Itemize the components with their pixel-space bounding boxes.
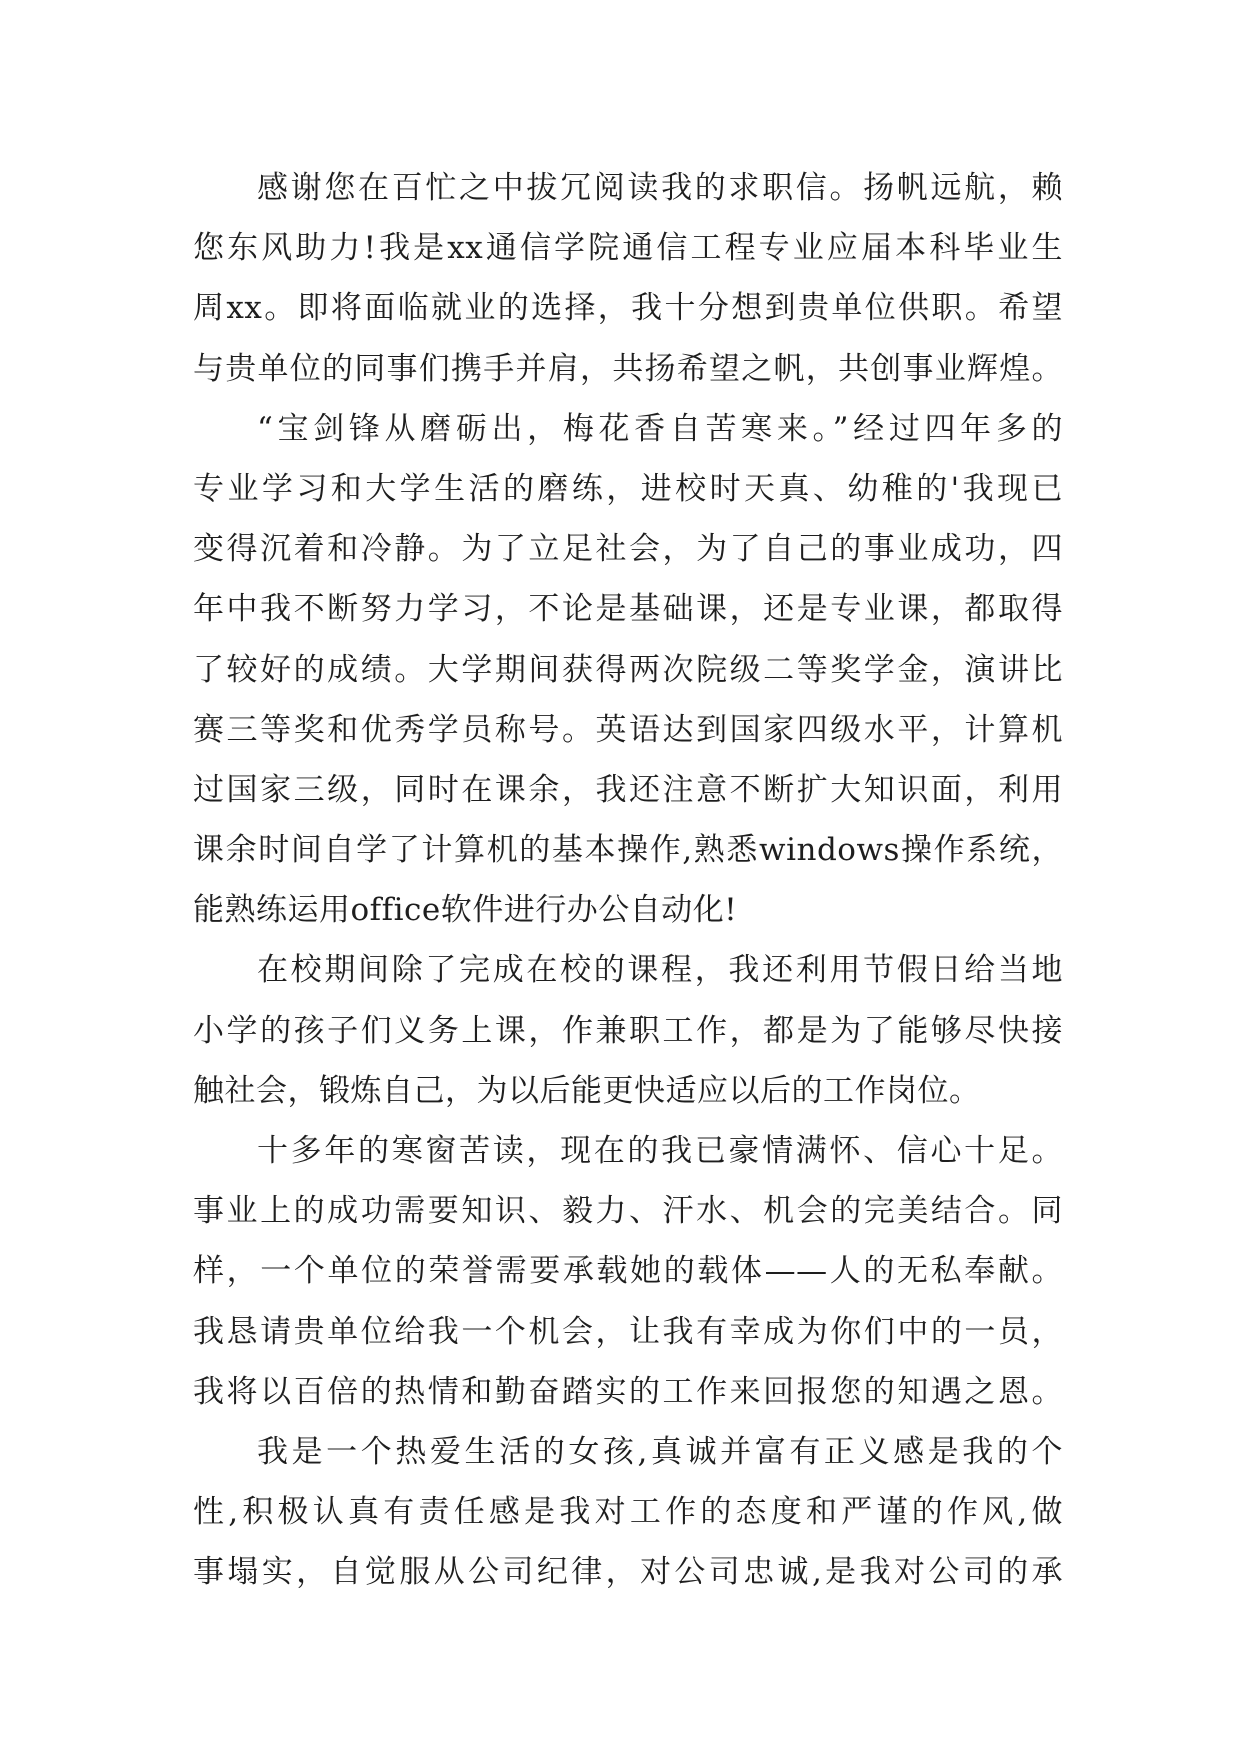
paragraph-line: 年中我不断努力学习，不论是基础课，还是专业课，都取得 <box>193 591 1063 628</box>
paragraph-line: 性,积极认真有责任感是我对工作的态度和严谨的作风,做 <box>193 1494 1063 1531</box>
paragraph-line: 我恳请贵单位给我一个机会，让我有幸成为你们中的一员， <box>193 1313 1063 1350</box>
paragraph-line: 了较好的成绩。大学期间获得两次院级二等奖学金，演讲比 <box>193 651 1063 688</box>
paragraph-line: “宝剑锋从磨砺出，梅花香自苦寒来。”经过四年多的 <box>257 410 1063 447</box>
paragraph-line: 样，一个单位的荣誉需要承载她的载体——人的无私奉献。 <box>193 1253 1063 1290</box>
paragraph-line: 赛三等奖和优秀学员称号。英语达到国家四级水平，计算机 <box>193 711 1063 748</box>
paragraph-line: 十多年的寒窗苦读，现在的我已豪情满怀、信心十足。 <box>257 1133 1063 1169</box>
paragraph-line: 在校期间除了完成在校的课程，我还利用节假日给当地 <box>257 952 1063 989</box>
paragraph-line: 事塌实，自觉服从公司纪律，对公司忠诚,是我对公司的承 <box>193 1554 1063 1591</box>
paragraph-line: 我将以百倍的热情和勤奋踏实的工作来回报您的知遇之恩。 <box>193 1373 1063 1410</box>
paragraph-line: 触社会，锻炼自己，为以后能更快适应以后的工作岗位。 <box>193 1072 981 1109</box>
paragraph-line: 专业学习和大学生活的磨练，进校时天真、幼稚的'我现已 <box>193 470 1063 507</box>
letter-body <box>193 158 1063 1603</box>
paragraph-line: 课余时间自学了计算机的基本操作,熟悉windows操作系统， <box>193 832 1063 869</box>
paragraph-line: 我是一个热爱生活的女孩,真诚并富有正义感是我的个 <box>257 1433 1063 1470</box>
paragraph-line: 您东风助力!我是xx通信学院通信工程专业应届本科毕业生 <box>193 230 1063 267</box>
paragraph-line: 事业上的成功需要知识、毅力、汗水、机会的完美结合。同 <box>193 1193 1063 1230</box>
paragraph-line: 周xx。即将面临就业的选择，我十分想到贵单位供职。希望 <box>193 290 1063 327</box>
paragraph-line: 小学的孩子们义务上课，作兼职工作，都是为了能够尽快接 <box>193 1012 1063 1049</box>
paragraph-line: 感谢您在百忙之中拔冗阅读我的求职信。扬帆远航，赖 <box>257 170 1063 206</box>
paragraph-line: 与贵单位的同事们携手并肩，共扬希望之帆，共创事业辉煌。 <box>193 350 1063 387</box>
paragraph-line: 过国家三级，同时在课余，我还注意不断扩大知识面，利用 <box>193 771 1063 808</box>
paragraph-line: 变得沉着和冷静。为了立足社会，为了自己的事业成功，四 <box>193 531 1063 568</box>
paragraph-line: 能熟练运用office软件进行办公自动化! <box>193 892 738 929</box>
